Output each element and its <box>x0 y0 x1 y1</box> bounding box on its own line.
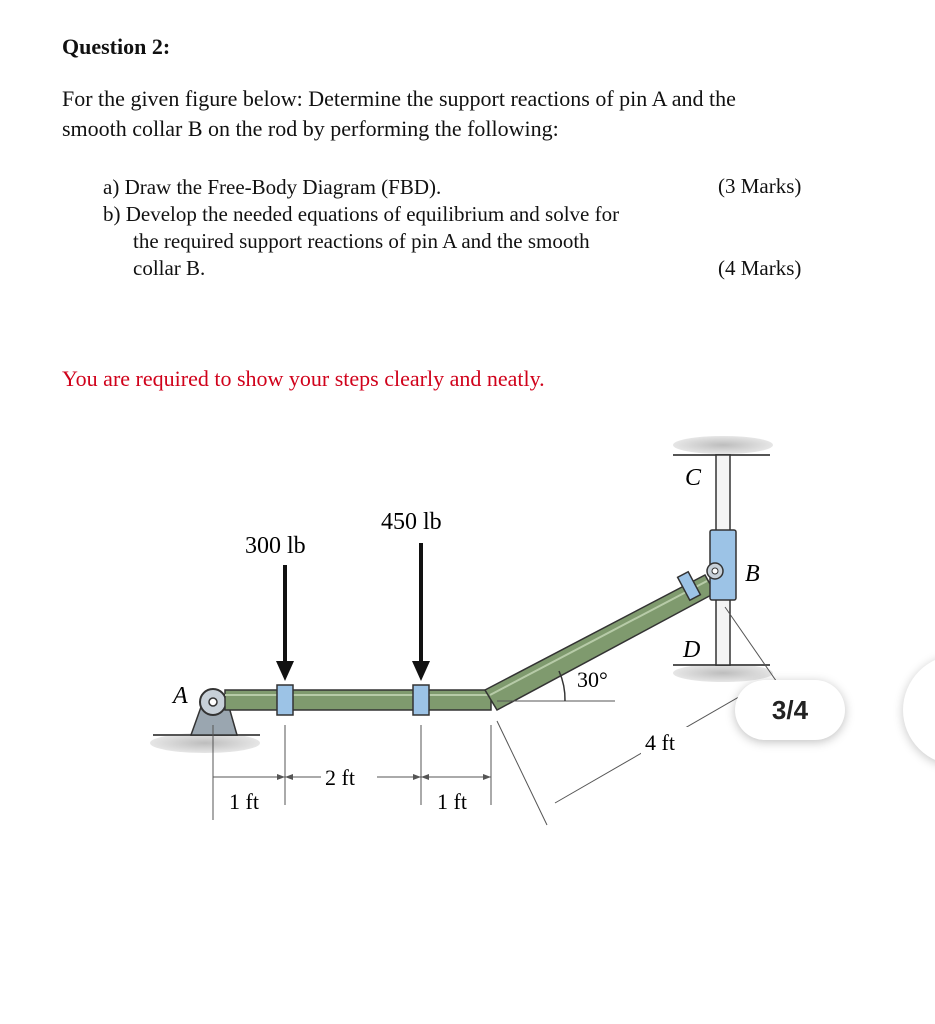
pin-b-center <box>712 568 718 574</box>
question-title: Question 2: <box>62 34 171 59</box>
load-arrow-1-head <box>276 661 294 681</box>
label-d: D <box>683 637 701 663</box>
label-c: C <box>685 465 702 491</box>
dim-ext-incl-1 <box>497 721 547 825</box>
pin-a-center <box>209 698 217 706</box>
question-intro <box>62 84 822 144</box>
part-a-marks: (3 Marks) <box>718 174 802 198</box>
part-b-line-3: collar B. <box>133 256 206 280</box>
part-b-line-1: b) Develop the needed equations of equilibrium and solve for <box>103 202 620 226</box>
label-a: A <box>173 683 188 709</box>
dim-arrow-1 <box>277 774 285 780</box>
dim-label-1: 1 ft <box>229 789 259 814</box>
rod-figure <box>145 425 785 845</box>
page-indicator: 3/4 <box>735 680 845 740</box>
intro-line-2: smooth collar B on the rod by performing the following: <box>62 116 559 141</box>
load-label-1: 300 lb <box>245 533 306 559</box>
load-label-2: 450 lb <box>381 509 442 535</box>
instruction-note: You are required to show your steps clearly and neatly. <box>62 366 545 391</box>
dim-arrow-4 <box>421 774 429 780</box>
ground-c <box>673 436 773 454</box>
ground-d <box>673 664 773 682</box>
dim-label-3: 1 ft <box>437 789 467 814</box>
part-a: a) Draw the Free-Body Diagram (FBD). <box>103 175 442 199</box>
intro-line-1: For the given figure below: Determine the support reactions of pin A and the <box>62 86 736 111</box>
dim-arrow-2 <box>285 774 293 780</box>
rod-horizontal <box>225 690 491 710</box>
dim-label-4: 4 ft <box>645 730 675 755</box>
collar-load-1 <box>277 685 293 715</box>
part-b-line-2: the required support reactions of pin A and the smooth <box>133 229 590 253</box>
label-b: B <box>745 561 760 587</box>
part-b <box>103 201 713 282</box>
load-arrow-2-head <box>412 661 430 681</box>
angle-label: 30° <box>577 667 608 692</box>
collar-load-2 <box>413 685 429 715</box>
part-b-marks: (4 Marks) <box>718 256 802 280</box>
dim-arrow-5 <box>483 774 491 780</box>
dim-arrow-3 <box>413 774 421 780</box>
dim-label-2: 2 ft <box>325 765 355 790</box>
floating-action-button[interactable] <box>903 655 935 765</box>
